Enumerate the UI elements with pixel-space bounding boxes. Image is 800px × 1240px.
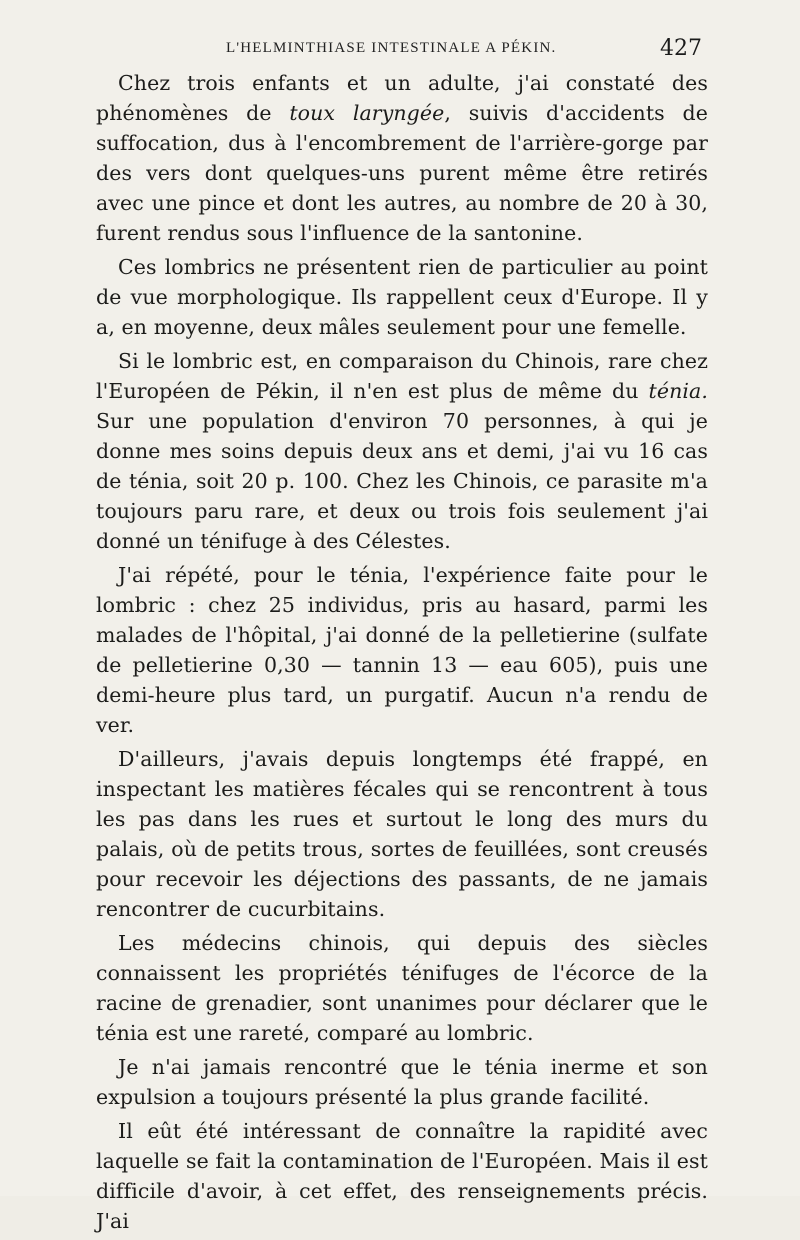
paragraph-5: D'ailleurs, j'avais depuis longtemps été frappé, en inspectant les matières fécales qui se rencontrent à tous les pas dans les rues et surtout le long des murs du palais, où de petits trous, sortes de feuillées, sont creusés pour recevoir les déjections des passants, de ne jamais rencontrer de cucurbitains. [96,747,708,921]
paragraph-8: Il eût été intéressant de connaître la rapidité avec laquelle se fait la contamination de l'Européen. Mais il est difficile d'avoir, à cet effet, des renseignements précis. J'ai [96,1119,708,1233]
paragraph-3-emphasis: ténia. [648,379,708,403]
page-number: 427 [660,36,702,61]
paragraph-1-text-post: , suivis d'accidents de suffocation, dus à l'encombrement de l'arrière-gorge par des vers dont quelques-uns purent même être retirés avec une pince et dont les autres, au nombre de 20 à 30, furent rendus sous l'influence de la santonine. [96,101,708,245]
paragraph-3-text-post: Sur une population d'environ 70 personnes, à qui je donne mes soins depuis deux ans et demi, j'ai vu 16 cas de ténia, soit 20 p. 100. Chez les Chinois, ce parasite m'a toujours paru rare, et deux ou trois fois seulement j'ai donné un ténifuge à des Célestes. [96,409,708,553]
paragraph-1 [96,68,708,248]
paragraph-1-emphasis: toux laryngée [289,101,445,125]
body-text [96,68,708,1240]
page-header [96,34,708,64]
paragraph-3-text-pre: Si le lombric est, en comparaison du Chinois, rare chez l'Européen de Pékin, il n'en est plus de même du [96,349,708,403]
running-head: L'HELMINTHIASE INTESTINALE A PÉKIN. [226,40,557,56]
paragraph-1-text-pre: Chez trois enfants et un adulte, j'ai constaté des phénomènes de [96,71,708,125]
paragraph-6: Les médecins chinois, qui depuis des siècles connaissent les propriétés ténifuges de l'écorce de la racine de grenadier, sont unanimes pour déclarer que le ténia est une rareté, comparé au lombric. [96,931,708,1045]
paragraph-2: Ces lombrics ne présentent rien de particulier au point de vue morphologique. Ils rappellent ceux d'Europe. Il y a, en moyenne, deux mâles seulement pour une femelle. [96,255,708,339]
paragraph-3 [96,346,708,556]
paragraph-7: Je n'ai jamais rencontré que le ténia inerme et son expulsion a toujours présenté la plus grande facilité. [96,1055,708,1109]
paragraph-4: J'ai répété, pour le ténia, l'expérience faite pour le lombric : chez 25 individus, pris au hasard, parmi les malades de l'hôpital, j'ai donné de la pelletierine (sulfate de pelletierine 0,30 — tannin 13 — eau 605), puis une demi-heure plus tard, un purgatif. Aucun n'a rendu de ver. [96,563,708,737]
